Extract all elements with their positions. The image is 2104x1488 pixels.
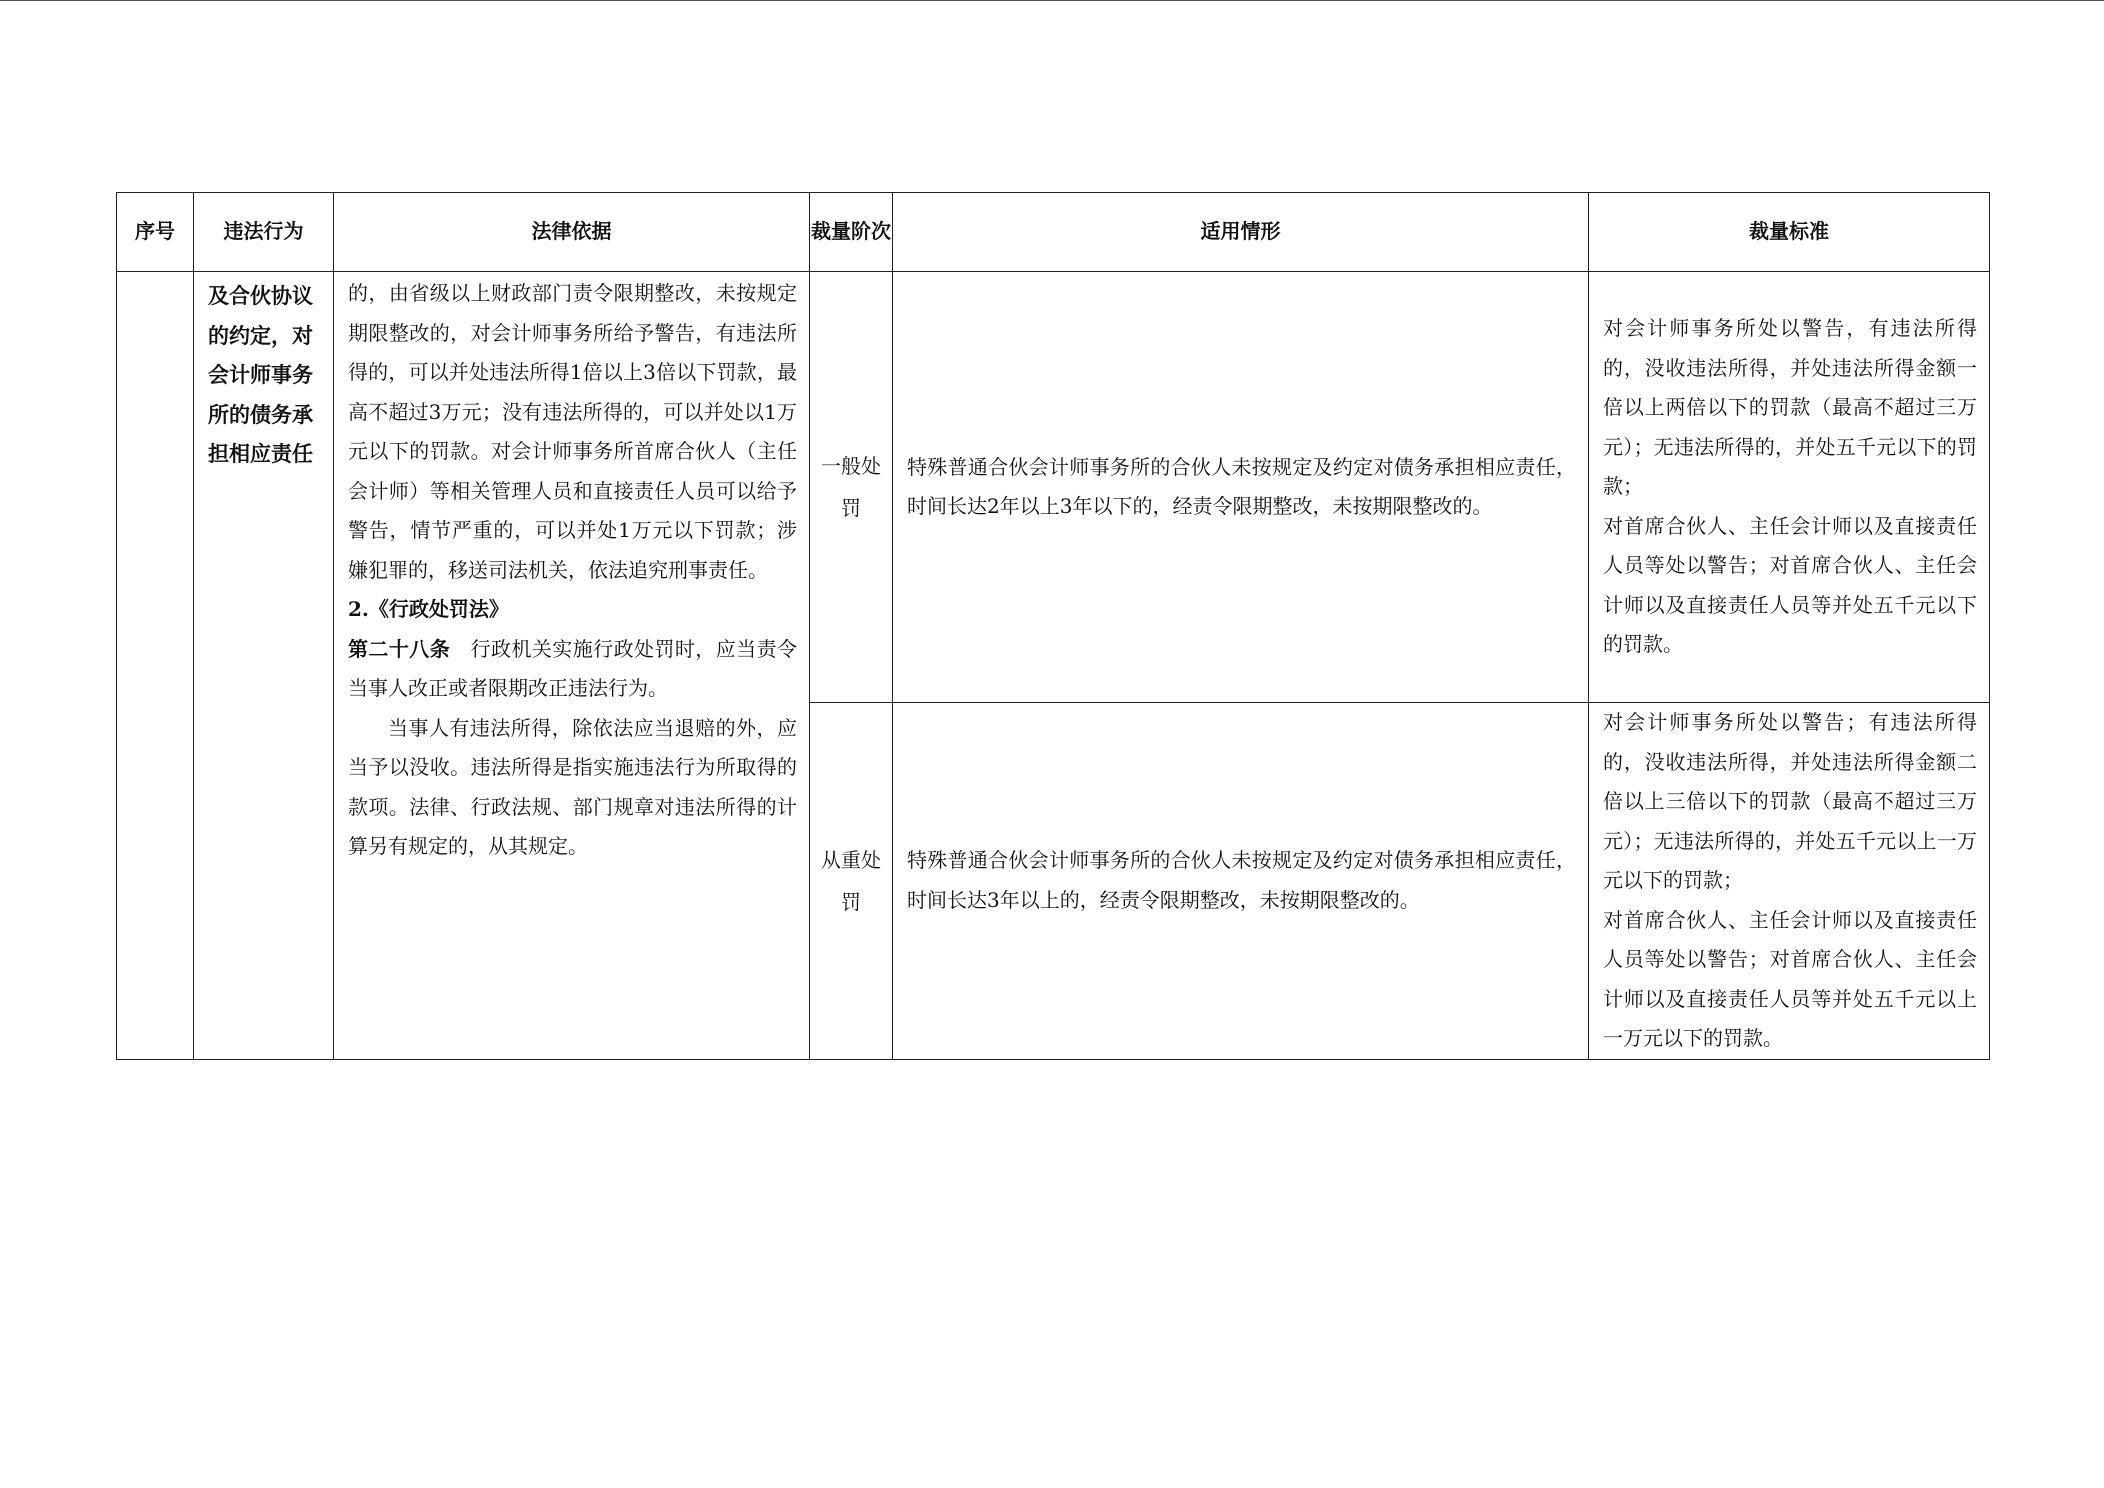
header-level: 裁量阶次 [810,193,893,272]
header-standard: 裁量标准 [1589,193,1990,272]
standard-general [1589,272,1990,703]
seq-cell [117,272,194,1060]
standard-heavy [1589,703,1990,1060]
header-seq: 序号 [117,193,194,272]
header-violation: 违法行为 [194,193,334,272]
discretion-standard-table [116,192,1990,1060]
standard-general-persons: 对首席合伙人、主任会计师以及直接责任人员等处以警告；对首席合伙人、主任会计师以及直接责任人员等并处五千元以下的罚款。 [1603,513,1977,657]
standard-heavy-persons: 对首席合伙人、主任会计师以及直接责任人员等处以警告；对首席合伙人、主任会计师以及直接责任人员等并处五千元以上一万元以下的罚款。 [1603,907,1977,1050]
basis-article-number: 第二十八条 [348,636,451,661]
basis-paragraph-1: 的，由省级以上财政部门责令限期整改，未按规定期限整改的，对会计师事务所给予警告，有违法所得的，可以并处违法所得1倍以上3倍以下罚款，最高不超过3万元；没有违法所得的，可以并处以1万元以下的罚款。对会计师事务所首席合伙人（主任会计师）等相关管理人员和直接责任人员可以给予警告，情节严重的，可以并处1万元以下罚款；涉嫌犯罪的，移送司法机关，依法追究刑事责任。 [348,281,797,582]
basis-article-text: 行政机关实施行政处罚时，应当责令当事人改正或者限期改正违法行为。 [348,636,798,700]
page-top-border [0,0,2104,1]
header-basis: 法律依据 [334,193,810,272]
basis-paragraph-3: 当事人有违法所得，除依法应当退赔的外，应当予以没收。违法所得是指实施违法行为所取得的款项。法律、行政法规、部门规章对违法所得的计算另有规定的，从其规定。 [348,715,797,858]
violation-cell: 及合伙协议的约定，对会计师事务所的债务承担相应责任 [194,272,334,1060]
situation-general: 特殊普通合伙会计师事务所的合伙人未按规定及约定对债务承担相应责任，时间长达2年以上3年以下的，经责令限期整改，未按期限整改的。 [893,272,1589,703]
standard-general-firm: 对会计师事务所处以警告，有违法所得的，没收违法所得，并处违法所得金额一倍以上两倍以下的罚款（最高不超过三万元）；无违法所得的，并处五千元以下的罚款； [1603,316,1977,499]
basis-article-paragraph [348,630,797,709]
table-header-row [117,193,1990,272]
basis-law-title: 2.《行政处罚法》 [348,597,509,621]
legal-basis-cell [334,272,810,1060]
level-general: 一般处罚 [810,272,893,703]
standard-heavy-firm: 对会计师事务所处以警告；有违法所得的，没收违法所得，并处违法所得金额二倍以上三倍以下的罚款（最高不超过三万元）；无违法所得的，并处五千元以上一万元以下的罚款； [1603,710,1977,892]
table-row-general [117,272,1990,703]
situation-heavy: 特殊普通合伙会计师事务所的合伙人未按规定及约定对债务承担相应责任，时间长达3年以上的，经责令限期整改，未按期限整改的。 [893,703,1589,1060]
level-heavy: 从重处罚 [810,703,893,1060]
header-situation: 适用情形 [893,193,1589,272]
